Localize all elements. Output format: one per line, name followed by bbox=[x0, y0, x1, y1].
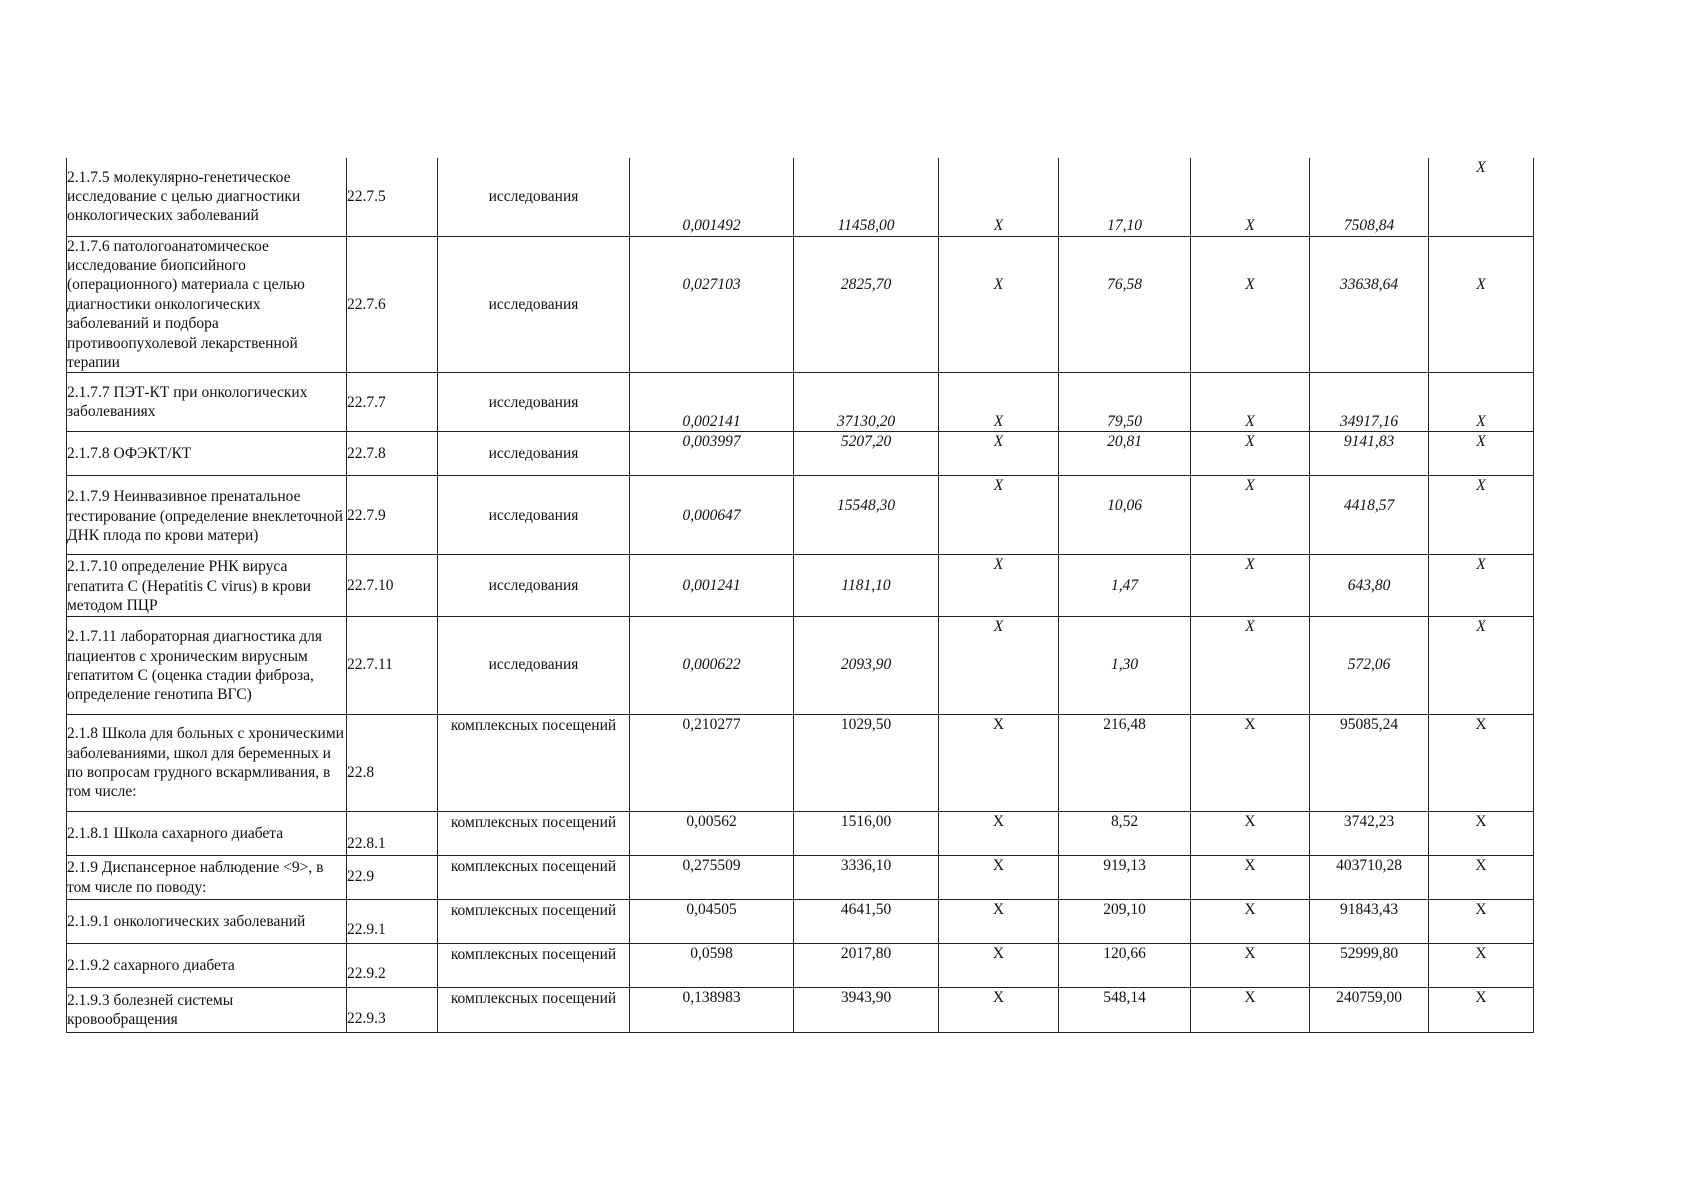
row-c5: 3943,90 bbox=[794, 987, 939, 1032]
row-unit: исследования bbox=[438, 432, 630, 476]
row-name: 2.1.7.8 ОФЭКТ/КТ bbox=[67, 432, 347, 476]
table-row bbox=[67, 987, 1534, 1032]
row-c9: 9141,83 bbox=[1310, 432, 1429, 476]
row-c8: X bbox=[1191, 714, 1310, 811]
row-c10: X bbox=[1429, 158, 1534, 236]
row-c9: 572,06 bbox=[1310, 616, 1429, 714]
row-c8: X bbox=[1191, 987, 1310, 1032]
table-row bbox=[67, 943, 1534, 987]
row-c4: 0,001492 bbox=[630, 158, 794, 236]
row-c10: X bbox=[1429, 943, 1534, 987]
row-unit: исследования bbox=[438, 158, 630, 236]
row-c5: 2017,80 bbox=[794, 943, 939, 987]
row-code: 22.9.2 bbox=[347, 943, 438, 987]
row-c10: X bbox=[1429, 899, 1534, 943]
row-c4: 0,027103 bbox=[630, 236, 794, 373]
row-c8: X bbox=[1191, 236, 1310, 373]
row-c10: X bbox=[1429, 476, 1534, 555]
row-c4: 0,000647 bbox=[630, 476, 794, 555]
row-unit: исследования bbox=[438, 555, 630, 616]
row-name: 2.1.8 Школа для больных с хроническими заболеваниями, школ для беременных и по вопросам грудного вскармливания, в том числе: bbox=[67, 714, 347, 811]
row-c7: 8,52 bbox=[1059, 811, 1191, 855]
row-unit: комплексных посещений bbox=[438, 987, 630, 1032]
row-code: 22.7.5 bbox=[347, 158, 438, 236]
row-code: 22.7.9 bbox=[347, 476, 438, 555]
row-c4: 0,00562 bbox=[630, 811, 794, 855]
row-c9: 3742,23 bbox=[1310, 811, 1429, 855]
row-code: 22.7.7 bbox=[347, 373, 438, 432]
row-c9: 4418,57 bbox=[1310, 476, 1429, 555]
row-unit: исследования bbox=[438, 476, 630, 555]
row-code: 22.9.3 bbox=[347, 987, 438, 1032]
row-c7: 76,58 bbox=[1059, 236, 1191, 373]
row-c4: 0,001241 bbox=[630, 555, 794, 616]
table-row bbox=[67, 555, 1534, 616]
row-code: 22.7.6 bbox=[347, 236, 438, 373]
row-c9: 403710,28 bbox=[1310, 855, 1429, 899]
row-unit: комплексных посещений bbox=[438, 899, 630, 943]
row-c5: 1516,00 bbox=[794, 811, 939, 855]
row-code: 22.8 bbox=[347, 714, 438, 811]
row-c5: 2093,90 bbox=[794, 616, 939, 714]
row-name: 2.1.9.1 онкологических заболеваний bbox=[67, 899, 347, 943]
row-c7: 216,48 bbox=[1059, 714, 1191, 811]
row-c7: 919,13 bbox=[1059, 855, 1191, 899]
row-c6: X bbox=[939, 476, 1059, 555]
row-c5: 1029,50 bbox=[794, 714, 939, 811]
table-row bbox=[67, 476, 1534, 555]
row-c7: 17,10 bbox=[1059, 158, 1191, 236]
row-c5: 15548,30 bbox=[794, 476, 939, 555]
row-c6: X bbox=[939, 432, 1059, 476]
tariff-table bbox=[66, 158, 1534, 1033]
row-c5: 3336,10 bbox=[794, 855, 939, 899]
table-row bbox=[67, 616, 1534, 714]
row-name: 2.1.9.3 болезней системы кровообращения bbox=[67, 987, 347, 1032]
row-unit: комплексных посещений bbox=[438, 811, 630, 855]
row-c5: 2825,70 bbox=[794, 236, 939, 373]
row-c5: 5207,20 bbox=[794, 432, 939, 476]
row-code: 22.9.1 bbox=[347, 899, 438, 943]
row-name: 2.1.7.7 ПЭТ-КТ при онкологических заболеваниях bbox=[67, 373, 347, 432]
row-c8: X bbox=[1191, 616, 1310, 714]
row-c8: X bbox=[1191, 811, 1310, 855]
row-c4: 0,000622 bbox=[630, 616, 794, 714]
row-name: 2.1.7.5 молекулярно-генетическое исследование с целью диагностики онкологических заболеваний bbox=[67, 158, 347, 236]
row-c7: 1,47 bbox=[1059, 555, 1191, 616]
row-c4: 0,138983 bbox=[630, 987, 794, 1032]
row-c6: X bbox=[939, 855, 1059, 899]
table-row bbox=[67, 158, 1534, 236]
row-name: 2.1.7.9 Неинвазивное пренатальное тестирование (определение внеклеточной ДНК плода по крови матери) bbox=[67, 476, 347, 555]
row-c6: X bbox=[939, 373, 1059, 432]
row-c6: X bbox=[939, 555, 1059, 616]
row-c9: 34917,16 bbox=[1310, 373, 1429, 432]
row-unit: комплексных посещений bbox=[438, 943, 630, 987]
row-c9: 95085,24 bbox=[1310, 714, 1429, 811]
row-c8: X bbox=[1191, 943, 1310, 987]
row-c8: X bbox=[1191, 476, 1310, 555]
row-c10: X bbox=[1429, 987, 1534, 1032]
row-c7: 548,14 bbox=[1059, 987, 1191, 1032]
table-row bbox=[67, 432, 1534, 476]
row-c6: X bbox=[939, 811, 1059, 855]
row-c6: X bbox=[939, 616, 1059, 714]
table-row bbox=[67, 811, 1534, 855]
row-c8: X bbox=[1191, 855, 1310, 899]
row-unit: комплексных посещений bbox=[438, 855, 630, 899]
row-name: 2.1.9.2 сахарного диабета bbox=[67, 943, 347, 987]
row-c5: 4641,50 bbox=[794, 899, 939, 943]
row-unit: исследования bbox=[438, 616, 630, 714]
row-c6: X bbox=[939, 236, 1059, 373]
row-c7: 209,10 bbox=[1059, 899, 1191, 943]
row-c5: 37130,20 bbox=[794, 373, 939, 432]
row-c10: X bbox=[1429, 811, 1534, 855]
row-c8: X bbox=[1191, 432, 1310, 476]
row-c7: 79,50 bbox=[1059, 373, 1191, 432]
row-c9: 52999,80 bbox=[1310, 943, 1429, 987]
row-unit: исследования bbox=[438, 236, 630, 373]
row-c10: X bbox=[1429, 855, 1534, 899]
row-c6: X bbox=[939, 987, 1059, 1032]
table-row bbox=[67, 373, 1534, 432]
row-c9: 91843,43 bbox=[1310, 899, 1429, 943]
row-c10: X bbox=[1429, 714, 1534, 811]
table-row bbox=[67, 899, 1534, 943]
row-c9: 33638,64 bbox=[1310, 236, 1429, 373]
row-c8: X bbox=[1191, 373, 1310, 432]
row-code: 22.9 bbox=[347, 855, 438, 899]
row-c9: 643,80 bbox=[1310, 555, 1429, 616]
row-code: 22.7.10 bbox=[347, 555, 438, 616]
row-name: 2.1.7.11 лабораторная диагностика для пациентов с хроническим вирусным гепатитом С (оценка стадии фиброза, определение генотипа ВГС) bbox=[67, 616, 347, 714]
table-row bbox=[67, 855, 1534, 899]
row-c10: X bbox=[1429, 432, 1534, 476]
row-c9: 240759,00 bbox=[1310, 987, 1429, 1032]
row-c4: 0,002141 bbox=[630, 373, 794, 432]
row-c10: X bbox=[1429, 236, 1534, 373]
row-c8: X bbox=[1191, 899, 1310, 943]
row-c7: 1,30 bbox=[1059, 616, 1191, 714]
row-c10: X bbox=[1429, 373, 1534, 432]
row-c10: X bbox=[1429, 555, 1534, 616]
row-c7: 120,66 bbox=[1059, 943, 1191, 987]
row-c6: X bbox=[939, 899, 1059, 943]
table-row bbox=[67, 714, 1534, 811]
row-c8: X bbox=[1191, 555, 1310, 616]
row-c4: 0,003997 bbox=[630, 432, 794, 476]
row-code: 22.7.8 bbox=[347, 432, 438, 476]
row-c6: X bbox=[939, 943, 1059, 987]
row-name: 2.1.7.6 патологоанатомическое исследование биопсийного (операционного) материала с целью диагностики онкологических заболеваний и подбора противоопухолевой лекарственной терапии bbox=[67, 236, 347, 373]
row-unit: комплексных посещений bbox=[438, 714, 630, 811]
row-name: 2.1.9 Диспансерное наблюдение <9>, в том числе по поводу: bbox=[67, 855, 347, 899]
table-row bbox=[67, 236, 1534, 373]
row-c8: X bbox=[1191, 158, 1310, 236]
row-c7: 20,81 bbox=[1059, 432, 1191, 476]
row-c7: 10,06 bbox=[1059, 476, 1191, 555]
row-c6: X bbox=[939, 158, 1059, 236]
row-name: 2.1.7.10 определение РНК вируса гепатита С (Hepatitis C virus) в крови методом ПЦР bbox=[67, 555, 347, 616]
row-name: 2.1.8.1 Школа сахарного диабета bbox=[67, 811, 347, 855]
row-unit: исследования bbox=[438, 373, 630, 432]
row-c5: 11458,00 bbox=[794, 158, 939, 236]
row-c4: 0,04505 bbox=[630, 899, 794, 943]
row-c9: 7508,84 bbox=[1310, 158, 1429, 236]
row-c4: 0,0598 bbox=[630, 943, 794, 987]
row-code: 22.7.11 bbox=[347, 616, 438, 714]
row-code: 22.8.1 bbox=[347, 811, 438, 855]
row-c4: 0,210277 bbox=[630, 714, 794, 811]
row-c5: 1181,10 bbox=[794, 555, 939, 616]
row-c10: X bbox=[1429, 616, 1534, 714]
row-c4: 0,275509 bbox=[630, 855, 794, 899]
row-c6: X bbox=[939, 714, 1059, 811]
